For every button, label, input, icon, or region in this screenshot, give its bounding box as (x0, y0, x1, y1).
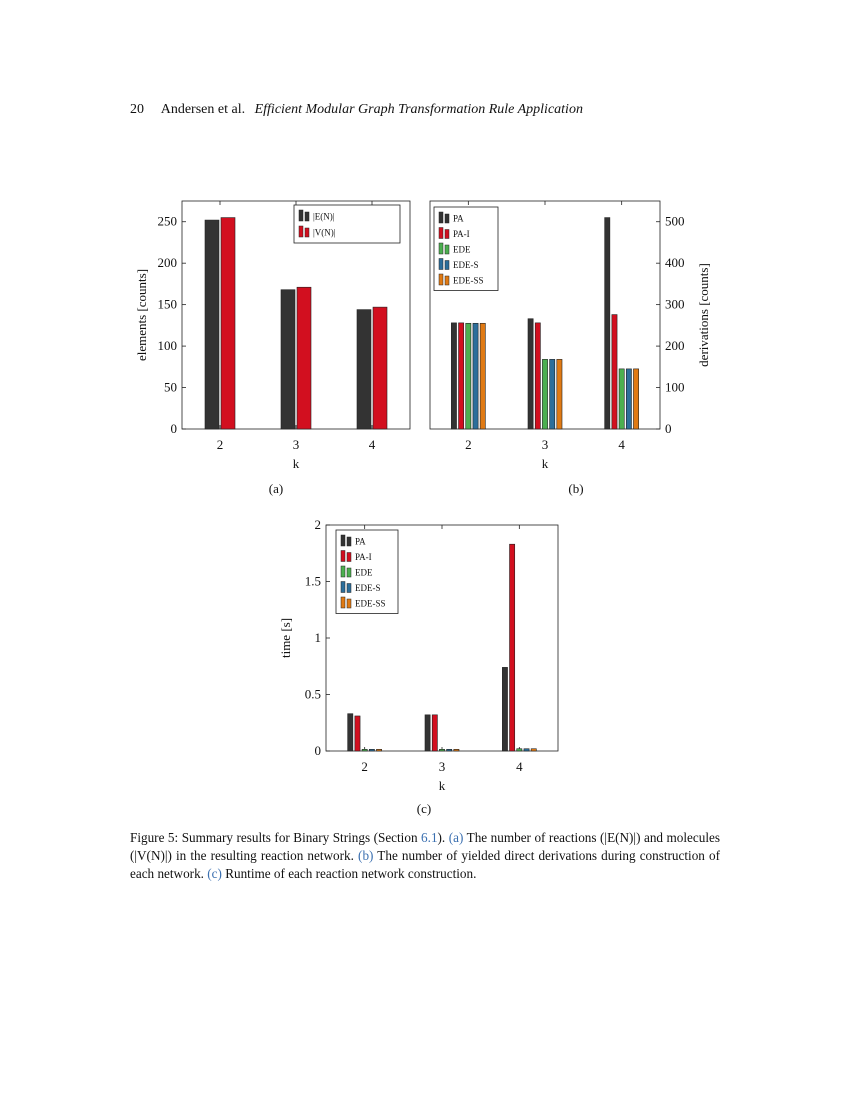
caption-section-link[interactable]: 6.1 (421, 830, 438, 845)
y-tick-label: 0.5 (304, 686, 321, 702)
bar (451, 323, 456, 429)
x-tick-label: 3 (292, 437, 300, 452)
page-header (130, 102, 583, 118)
legend-swatch (445, 276, 449, 285)
bar (531, 749, 536, 751)
header-title: Efficient Modular Graph Transformation Rule Application (254, 102, 583, 117)
chart-b-derivations (420, 195, 720, 475)
bar (542, 359, 547, 429)
y-tick-label: 200 (665, 338, 685, 354)
legend-swatch (341, 551, 345, 562)
page-number: 20 (130, 102, 144, 117)
legend-swatch (341, 566, 345, 577)
bar (619, 369, 624, 429)
bar (605, 218, 610, 429)
y-axis-label: elements [counts] (134, 268, 149, 362)
y-axis-label: derivations [counts] (696, 263, 711, 367)
bar (510, 544, 515, 751)
y-tick-label: 400 (665, 255, 685, 271)
legend-label: EDE-S (355, 583, 381, 593)
legend-box (294, 205, 400, 243)
caption-text-sep: ). (437, 830, 449, 845)
bar (524, 749, 529, 751)
bar (355, 716, 360, 751)
legend-swatch (347, 599, 351, 608)
caption-ref-c-link[interactable]: (c) (207, 866, 222, 881)
x-tick-label: 4 (618, 437, 625, 452)
legend-swatch (445, 261, 449, 270)
bar (550, 359, 555, 429)
y-tick-label: 0 (314, 743, 321, 758)
legend-label: EDE (453, 244, 471, 255)
x-tick-label: 2 (361, 759, 368, 774)
y-tick-label: 500 (665, 213, 685, 229)
legend-label: PA-I (453, 229, 470, 239)
caption-ref-b-link[interactable]: (b) (358, 848, 374, 863)
x-tick-label: 2 (465, 437, 472, 452)
legend-swatch (305, 212, 309, 221)
bar (447, 749, 452, 751)
legend-swatch (341, 535, 345, 546)
x-axis-label: k (292, 456, 300, 471)
legend-swatch (439, 243, 443, 254)
legend-label: EDE-SS (355, 598, 386, 609)
bar (376, 749, 381, 751)
legend-swatch (439, 228, 443, 239)
x-axis-label: k (438, 778, 446, 793)
legend-swatch (439, 259, 443, 270)
bar (221, 218, 235, 429)
legend-swatch (305, 228, 309, 237)
legend-swatch (445, 230, 449, 239)
x-axis-label: k (541, 456, 549, 471)
bar (502, 667, 507, 751)
bar (205, 220, 219, 429)
y-tick-label: 150 (157, 296, 177, 312)
legend-swatch (341, 597, 345, 608)
y-tick-label: 1 (314, 630, 321, 645)
bar (425, 715, 430, 751)
bar (432, 715, 437, 751)
legend-swatch (439, 274, 443, 285)
legend-swatch (299, 210, 303, 221)
legend-swatch (347, 568, 351, 577)
bar (473, 323, 478, 429)
bar (626, 369, 631, 429)
y-tick-label: 50 (164, 379, 177, 395)
bar (528, 319, 533, 429)
bar (517, 749, 522, 751)
bar (348, 714, 353, 751)
caption-text-c: Runtime of each reaction network construction. (221, 866, 477, 881)
figure-caption (130, 829, 720, 883)
legend-label: EDE-SS (453, 275, 484, 286)
caption-ref-a-link[interactable]: (a) (448, 830, 464, 845)
legend-swatch (347, 584, 351, 593)
legend-label: PA-I (355, 552, 372, 562)
caption-text-intro: Figure 5: Summary results for Binary Strings (Section (130, 830, 422, 845)
bar (357, 310, 371, 429)
bar (480, 323, 485, 429)
legend-label: PA (453, 213, 464, 224)
legend-swatch (439, 212, 443, 223)
bar (297, 287, 311, 429)
legend-label: |E(N)| (313, 211, 335, 222)
bar (281, 290, 295, 429)
bar (466, 323, 471, 429)
legend-swatch (445, 245, 449, 254)
y-tick-label: 0 (665, 421, 672, 436)
x-tick-label: 3 (541, 437, 549, 452)
legend-swatch (347, 537, 351, 546)
legend-swatch (341, 582, 345, 593)
y-tick-label: 0 (170, 421, 177, 436)
bar (557, 359, 562, 429)
legend-label: PA (355, 536, 366, 547)
y-tick-label: 100 (157, 338, 177, 354)
bar (454, 749, 459, 751)
x-tick-label: 2 (216, 437, 224, 452)
y-axis-label: time [s] (278, 617, 293, 659)
caption-text-a: The number of reactions (|E(N)|) and molecules (|V(N)|) in the resulting reaction network. (130, 830, 720, 863)
bar (612, 315, 617, 429)
bar (369, 749, 374, 751)
bar (459, 323, 464, 429)
legend-swatch (445, 214, 449, 223)
bar (535, 323, 540, 429)
subfigure-label-c: (c) (416, 801, 432, 816)
legend-swatch (347, 553, 351, 562)
bar (373, 307, 387, 429)
bar (439, 749, 444, 751)
y-tick-label: 1.5 (304, 573, 321, 589)
x-tick-label: 4 (516, 759, 523, 774)
y-tick-label: 100 (665, 379, 685, 395)
bar (633, 369, 638, 429)
subfigure-label-b: (b) (568, 481, 584, 496)
y-tick-label: 200 (157, 255, 177, 271)
x-tick-label: 4 (368, 437, 376, 452)
bar (362, 749, 367, 751)
chart-a-elements (130, 195, 430, 475)
chart-c-runtime (280, 515, 570, 795)
caption-text-b: The number of yielded direct derivations during construction of each network. (130, 848, 720, 881)
y-tick-label: 300 (665, 296, 685, 312)
y-tick-label: 2 (314, 517, 321, 532)
legend-label: EDE (355, 567, 373, 578)
y-tick-label: 250 (157, 213, 177, 229)
header-authors: Andersen et al. (160, 102, 246, 117)
legend-swatch (299, 226, 303, 237)
subfigure-label-a: (a) (268, 481, 284, 496)
x-tick-label: 3 (438, 759, 446, 774)
legend-label: |V(N)| (313, 227, 336, 238)
legend-label: EDE-S (453, 260, 479, 270)
